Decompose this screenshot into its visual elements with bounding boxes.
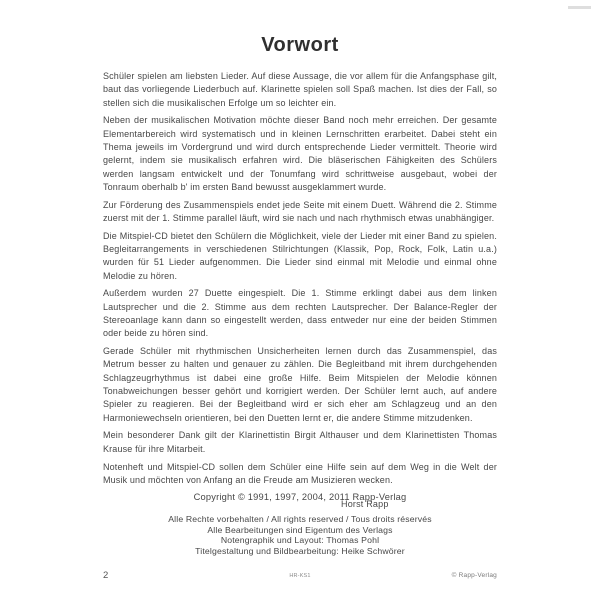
preface-paragraph: Außerdem wurden 27 Duette eingespielt. Die 1. Stimme erklingt dabei aus dem linken Lautsprecher und die 2. Stimme aus dem rechten Lautsprecher. Der Balance-Regler der Stereoanlage kann dann so eingestellt werden, dass entweder nur eine der beiden Stimmen oder beide zu hören sind. xyxy=(103,288,497,339)
author-signature: Horst Rapp xyxy=(341,499,389,510)
copyright-line: Copyright © 1991, 1997, 2004, 2011 Rapp-Verlag xyxy=(193,492,407,502)
preface-paragraph: Neben der musikalischen Motivation möchte dieser Band noch mehr erreichen. Der gesamte Elementarbereich wird systematisch und in kleinen Lernschritten erarbeitet. Dabei steht ein Thema jeweils im Vordergrund und wird durch entsprechende Lieder vermittelt. Theorie wird gelernt, indem sie musikalisch erfahren wird. Die bläserischen Fähigkeiten des Schülers werden langsam entwickelt und der Tonumfang wird schrittweise ausgebaut, wobei der Tonraum oberhalb b' im ersten Band bewusst ausgeklammert wurde. xyxy=(103,115,497,192)
page-corner-mark xyxy=(568,6,591,9)
cover-credit-line: Titelgestaltung und Bildbearbeitung: Heike Schwörer xyxy=(195,545,405,556)
page-footer xyxy=(103,570,497,584)
page-number: 2 xyxy=(103,570,109,581)
publisher-mark: © Rapp-Verlag xyxy=(451,572,497,579)
preface-body xyxy=(103,70,497,509)
preface-paragraph: Schüler spielen am liebsten Lieder. Auf diese Aussage, die vor allem für die Anfangsphase gilt, baut das vorliegende Liederbuch auf. Klarinette spielen soll Spaß machen. Ist dies der Fall, so stellen sich die musikalischen Erfolge um so leichter ein. xyxy=(103,71,497,108)
rights-line: Alle Rechte vorbehalten / All rights reserved / Tous droits réservés xyxy=(168,514,432,524)
preface-paragraph: Gerade Schüler mit rhythmischen Unsicherheiten lernen durch das Zusammenspiel, das Metrum besser zu halten und genauer zu zählen. Die Begleitband mit ihrem durchgehenden Schlagzeugrhythmus ist dabei eine große Hilfe. Beim Mitspielen der Melodie können Tonabweichungen besser gehört und korrigiert werden. Der Schüler lernt auch, auf andere Spieler zu reagieren. Bei der Begleitband wird er sich eher am Schlagzeug und an den Harmoniewechseln orientieren, bei den Duetten lernt er, die andere Stimme mitzudenken. xyxy=(103,346,497,423)
ownership-line: Alle Bearbeitungen sind Eigentum des Verlags xyxy=(207,524,393,535)
preface-paragraph: Die Mitspiel-CD bietet den Schülern die Möglichkeit, viele der Lieder mit einer Band zu spielen. Begleitarrangements in verschiedenen Stilrichtungen (Klassik, Pop, Rock, Folk, Latin u.a.) wurden für 51 Lieder aufgenommen. Die Lieder sind einmal mit Melodie und einmal ohne Melodie zu hören. xyxy=(103,230,497,281)
preface-paragraph: Mein besonderer Dank gilt der Klarinettistin Birgit Althauser und dem Klarinettisten Thomas Krause für ihre Mitarbeit. xyxy=(103,430,497,454)
layout-credit-line: Notengraphik und Layout: Thomas Pohl xyxy=(220,535,380,546)
preface-paragraph: Zur Förderung des Zusammenspiels endet jede Seite mit einem Duett. Während die 2. Stimme zuerst mit der 1. Stimme parallel läuft, wird sie nach und nach rhythmisch etwas unabhängiger. xyxy=(103,199,497,223)
catalog-code: HR-KS1 xyxy=(289,573,311,579)
page-title: Vorwort xyxy=(261,34,339,56)
preface-paragraph: Notenheft und Mitspiel-CD sollen dem Schüler eine Hilfe sein auf dem Weg in die Welt der Musik und möchten von Anfang an die Freude am Musizieren wecken. xyxy=(103,461,497,485)
colophon xyxy=(0,492,600,556)
